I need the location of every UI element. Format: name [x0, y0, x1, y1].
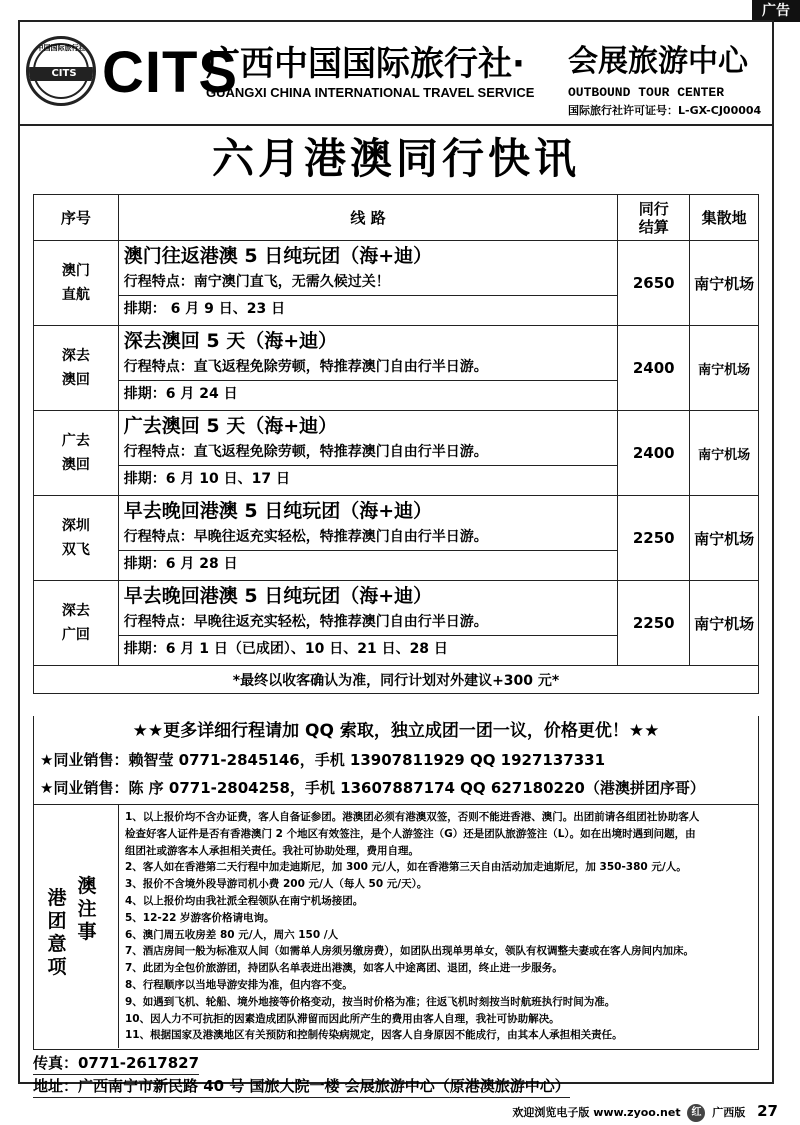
page-title: 六月港澳同行快讯	[211, 134, 580, 183]
route-feature: 行程特点：直飞返程免除劳顿，特推荐澳门自由行半日游。	[123, 444, 488, 460]
header-no: 序号	[34, 195, 119, 241]
route-title: 深去澳回 5 天（海+迪）	[123, 330, 338, 352]
footer-edition: 广西版	[712, 1106, 746, 1119]
table-row	[34, 411, 759, 496]
logo-ring-text: 中国国际旅行社	[36, 44, 86, 52]
final-note: *最终以收客确认为准，同行计划对外建议+300 元*	[34, 666, 759, 694]
route-schedule: 排期：6 月 24 日	[119, 380, 618, 407]
route-title: 早去晚回港澳 5 日纯玩团（海+迪）	[123, 585, 433, 607]
publication-logo-icon: 红	[687, 1104, 705, 1122]
company-name-cn: 广西中国国际旅行社·	[206, 44, 525, 84]
route-feature: 行程特点：早晚往返充实轻松，特推荐澳门自由行半日游。	[123, 614, 488, 630]
row-no	[34, 326, 119, 411]
row-no-line2: 直航	[61, 287, 90, 303]
row-price: 2400	[618, 411, 690, 496]
flyer-frame	[18, 20, 774, 1095]
note-item: 3、报价不含境外段导游司机小费 200 元/人（每人 50 元/天）。	[125, 878, 428, 891]
footer-welcome: 欢迎浏览电子版 www.zyoo.net	[512, 1106, 681, 1119]
header-departure: 集散地	[690, 195, 759, 241]
row-no-line2: 广回	[61, 627, 90, 643]
route-title: 早去晚回港澳 5 日纯玩团（海+迪）	[123, 500, 433, 522]
notes-label-col1: 港团意项	[47, 887, 67, 978]
table-row	[34, 496, 759, 581]
table-row	[34, 326, 759, 411]
note-item: 检查好客人证件是否有香港澳门 2 个地区有效签注，是个人游签注（G）还是团队旅游签注（L）。如在出境时遇到问题，由	[125, 827, 696, 840]
fax-number: 传真：0771-2617827	[33, 1052, 199, 1075]
note-item: 11、根据国家及港澳地区有关预防和控制传染病规定，因客人自身原因不能成行，由其本人承担相关责任。	[125, 1029, 623, 1042]
header-price-line2: 结算	[638, 217, 669, 236]
row-no	[34, 241, 119, 326]
logo-band: CITS	[29, 67, 96, 81]
row-departure: 南宁机场	[690, 496, 759, 581]
note-item: 组团社或游客本人承担相关责任。我社可协助处理，费用自理。	[125, 844, 419, 857]
sales-contact-2: ★同业销售：陈 序 0771-2804258，手机 13607887174 QQ 627180220（港澳拼团序哥）	[40, 779, 705, 797]
note-item: 7、酒店房间一般为标准双人间（如需单人房须另缴房费），如团队出现单男单女，领队有权调整夫妻或在客人房间内加床。	[125, 945, 695, 958]
row-no	[34, 581, 119, 666]
row-price: 2400	[618, 326, 690, 411]
row-departure: 南宁机场	[690, 326, 759, 411]
note-item: 10、因人力不可抗拒的因素造成团队滞留而因此所产生的费用由客人自理，我社可协助解决。	[125, 1012, 560, 1025]
row-departure: 南宁机场	[690, 581, 759, 666]
row-departure: 南宁机场	[690, 241, 759, 326]
department-name-en: OUTBOUND TOUR CENTER	[568, 85, 725, 100]
header	[20, 22, 772, 124]
note-item: 2、客人如在香港第二天行程中加走迪斯尼，加 300 元/人，如在香港第三天自由活动加走迪斯尼，加 350-380 元/人。	[125, 861, 687, 874]
route-schedule: 排期：6 月 28 日	[119, 550, 618, 577]
row-route	[118, 496, 618, 581]
note-item: 1、以上报价均不含办证费，客人自备证参团。港澳团必须有港澳双签，否则不能进香港、澳门。出团前请各组团社协助客人	[125, 811, 700, 823]
header-divider	[20, 124, 772, 126]
route-title: 澳门往返港澳 5 日纯玩团（海+迪）	[123, 245, 433, 267]
row-price: 2250	[618, 496, 690, 581]
department-name-cn: 会展旅游中心	[568, 44, 748, 79]
row-no	[34, 496, 119, 581]
license-number: 国际旅行社许可证号：L-GX-CJ00004	[568, 104, 762, 117]
route-feature: 行程特点：直飞返程免除劳顿，特推荐澳门自由行半日游。	[123, 359, 488, 375]
row-price: 2250	[618, 581, 690, 666]
sales-contact-1: ★同业销售：赖智莹 0771-2845146，手机 13907811929 QQ 1927137331	[40, 751, 606, 769]
row-price: 2650	[618, 241, 690, 326]
row-no-line1: 澳门	[61, 263, 90, 279]
cits-globe-logo	[26, 36, 96, 106]
route-feature: 行程特点：早晚往返充实轻松，特推荐澳门自由行半日游。	[123, 529, 488, 545]
row-route	[118, 241, 618, 326]
route-schedule: 排期：6 月 10 日、17 日	[119, 465, 618, 492]
street-address: 地址：广西南宁市新民路 40 号 国旅大院一楼 会展旅游中心（原港澳旅游中心）	[33, 1075, 570, 1098]
note-item: 4、以上报价均由我社派全程领队在南宁机场接团。	[125, 894, 364, 907]
route-schedule: 排期： 6 月 9 日、23 日	[119, 295, 618, 322]
row-no-line2: 双飞	[61, 542, 90, 558]
note-item: 9、如遇到飞机、轮船、境外地接等价格变动，按当时价格为准；往返飞机时刻按当时航班执行时间为准。	[125, 995, 616, 1008]
route-schedule: 排期：6 月 1 日（已成团）、10 日、21 日、28 日	[119, 635, 618, 662]
routes-table	[33, 194, 759, 694]
brand-wordmark: CITS	[102, 40, 239, 105]
row-route	[118, 326, 618, 411]
row-no-line1: 深去	[61, 348, 90, 364]
row-no-line1: 深圳	[61, 518, 90, 534]
row-no	[34, 411, 119, 496]
address-section	[33, 1052, 633, 1098]
promo-line: ★★更多详细行程请加 QQ 索取，独立成团一团一议，价格更优！★★	[132, 721, 660, 741]
table-row	[34, 241, 759, 326]
row-departure: 南宁机场	[690, 411, 759, 496]
note-item: 5、12-22 岁游客价格请电询。	[125, 911, 275, 924]
note-item: 8、行程顺序以当地导游安排为准，但内容不变。	[125, 978, 353, 991]
final-note-row	[34, 666, 759, 694]
row-no-line2: 澳回	[61, 457, 90, 473]
notes-side-label	[34, 805, 119, 1048]
route-title: 广去澳回 5 天（海+迪）	[123, 415, 338, 437]
row-no-line1: 深去	[61, 603, 90, 619]
ad-tag: 广告	[752, 0, 800, 22]
note-item: 6、澳门周五收房差 80 元/人，周六 150 /人	[125, 928, 339, 941]
row-route	[118, 411, 618, 496]
notes-list	[125, 809, 755, 1044]
company-name-en: GUANGXI CHINA INTERNATIONAL TRAVEL SERVICE	[206, 85, 535, 100]
row-no-line1: 广去	[61, 433, 90, 449]
notes-section	[33, 804, 759, 1050]
header-price-line1: 同行	[638, 199, 669, 218]
page-footer	[512, 1102, 778, 1122]
table-header-row	[34, 195, 759, 241]
notes-label-col2: 澳注事	[77, 875, 97, 943]
route-feature: 行程特点：南宁澳门直飞，无需久候过关！	[123, 274, 390, 290]
note-item: 7、此团为全包价旅游团，持团队名单表进出港澳，如客人中途离团、退团，终止进一步服务。	[125, 962, 563, 975]
header-price	[618, 195, 690, 241]
contact-section	[33, 716, 759, 804]
header-route: 线 路	[118, 195, 618, 241]
row-no-line2: 澳回	[61, 372, 90, 388]
row-route	[118, 581, 618, 666]
page-number: 27	[757, 1102, 778, 1120]
table-row	[34, 581, 759, 666]
